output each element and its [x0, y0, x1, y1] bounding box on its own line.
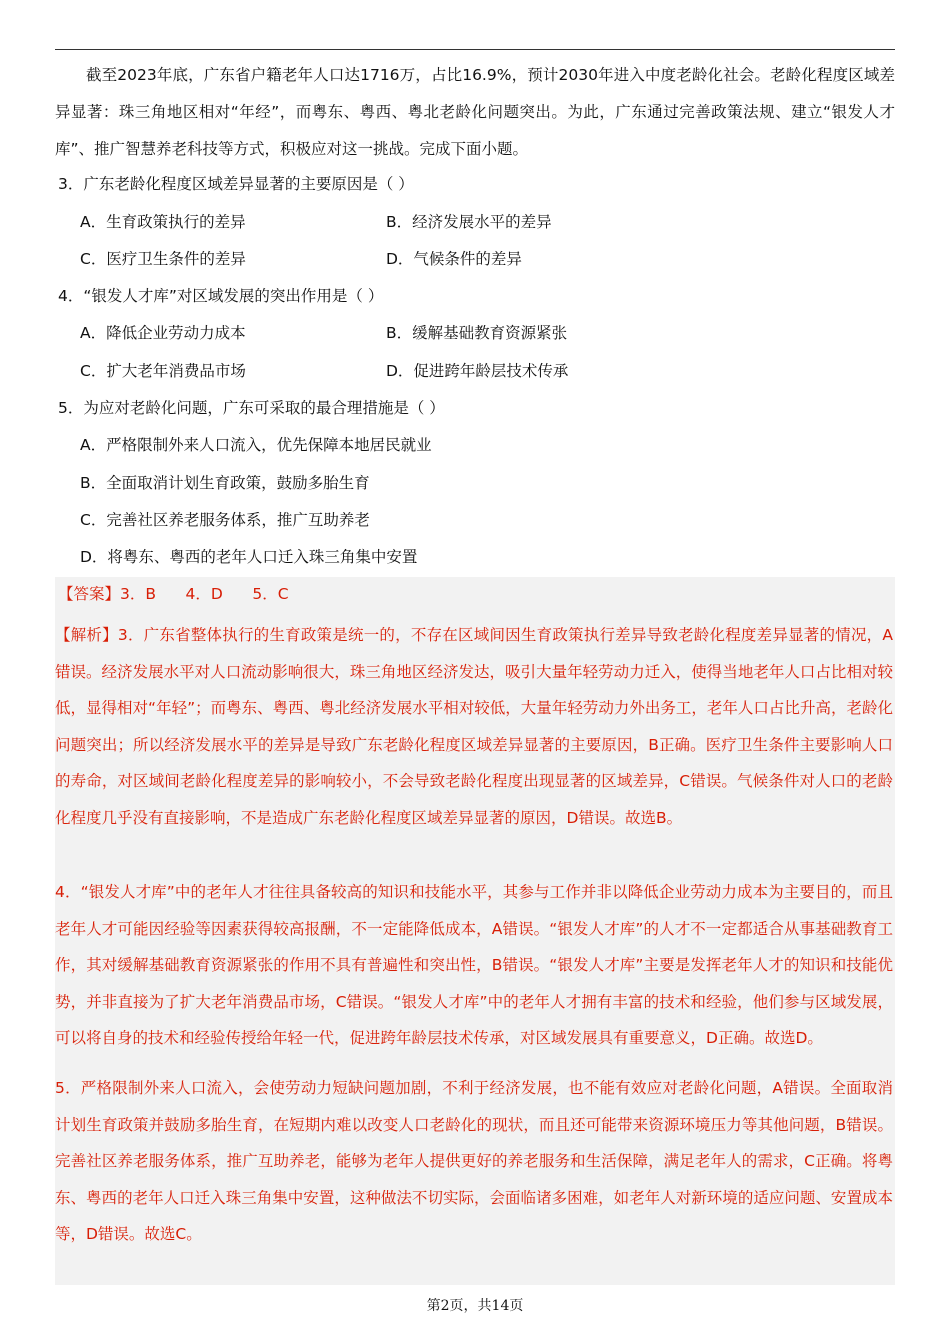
question-5-option-b: B．全面取消计划生育政策，鼓励多胎生育	[80, 474, 370, 492]
explanation-4: 4．“银发人才库”中的老年人才往往具备较高的知识和技能水平，其参与工作并非以降低企业劳动力成本为主要目的，而且老年人才可能因经验等因素获得较高报酬，不一定能降低成本，A错误。“银发人才库”的人才不一定都适合从事基础教育工作，其对缓解基础教育资源紧张的作用不具有普遍性和突出性，B错误。“银发人才库”主要是发挥老年人才的知识和技能优势，并非直接为了扩大老年消费品市场，C错误。“银发人才库”中的老年人才拥有丰富的技术和经验，他们参与区域发展，可以将自身的技术和经验传授给年轻一代，促进跨年龄层技术传承，对区域发展具有重要意义，D正确。故选D。	[55, 883, 893, 1047]
passage: 截至2023年底，广东省户籍老年人口达1716万，占比16.9%，预计2030年进入中度老龄化社会。老龄化程度区域差异显著：珠三角地区相对“年经”，而粤东、粤西、粤北老龄化问题突出。为此，广东通过完善政策法规、建立“银发人才库”、推广智慧养老科技等方式，积极应对这一挑战。完成下面小题。	[55, 66, 895, 158]
question-3-option-a: A．生育政策执行的差异	[80, 213, 246, 231]
explanation-3: 【解析】3．广东省整体执行的生育政策是统一的，不存在区域间因生育政策执行差异导致老龄化程度差异显著的情况，A错误。经济发展水平对人口流动影响很大，珠三角地区经济发达，吸引大量年轻劳动力迁入，使得当地老年人口占比相对较低，显得相对“年轻”；而粤东、粤西、粤北经济发展水平相对较低，大量年轻劳动力外出务工，老年人口占比升高，老龄化问题突出；所以经济发展水平的差异是导致广东老龄化程度区域差异显著的主要原因，B正确。医疗卫生条件主要影响人口的寿命，对区域间老龄化程度差异的影响较小，不会导致老龄化程度出现显著的区域差异，C错误。气候条件对人口的老龄化程度几乎没有直接影响，不是造成广东老龄化程度区域差异显著的原因，D错误。故选B。	[55, 626, 893, 827]
question-4-option-c: C．扩大老年消费品市场	[80, 362, 246, 380]
question-4-option-b: B．缓解基础教育资源紧张	[386, 324, 568, 342]
question-3-option-d: D．气候条件的差异	[386, 250, 522, 268]
top-rule	[55, 49, 895, 50]
question-3-stem: 3．广东老龄化程度区域差异显著的主要原因是（ ）	[58, 175, 414, 193]
question-3-option-c: C．医疗卫生条件的差异	[80, 250, 246, 268]
question-4-option-a: A．降低企业劳动力成本	[80, 324, 246, 342]
question-3-option-b: B．经济发展水平的差异	[386, 213, 552, 231]
page-footer: 第2页，共14页	[426, 1298, 524, 1314]
question-5-stem: 5．为应对老龄化问题，广东可采取的最合理措施是（ ）	[58, 399, 445, 417]
question-5-option-c: C．完善社区养老服务体系，推广互助养老	[80, 511, 370, 529]
question-4-stem: 4．“银发人才库”对区域发展的突出作用是（ ）	[58, 287, 384, 305]
explanation-5: 5．严格限制外来人口流入，会使劳动力短缺问题加剧，不利于经济发展，也不能有效应对老龄化问题，A错误。全面取消计划生育政策并鼓励多胎生育，在短期内难以改变人口老龄化的现状，而且还可能带来资源环境压力等其他问题，B错误。完善社区养老服务体系，推广互助养老，能够为老年人提供更好的养老服务和生活保障，满足老年人的需求，C正确。将粤东、粤西的老年人口迁入珠三角集中安置，这种做法不切实际，会面临诸多困难，如老年人对新环境的适应问题、安置成本等，D错误。故选C。	[55, 1079, 893, 1243]
question-5-option-a: A．严格限制外来人口流入，优先保障本地居民就业	[80, 436, 432, 454]
question-4-option-d: D．促进跨年龄层技术传承	[386, 362, 569, 380]
question-5-option-d: D．将粤东、粤西的老年人口迁入珠三角集中安置	[80, 548, 418, 566]
answer-key: 【答案】3．B 4．D 5．C	[58, 585, 289, 603]
